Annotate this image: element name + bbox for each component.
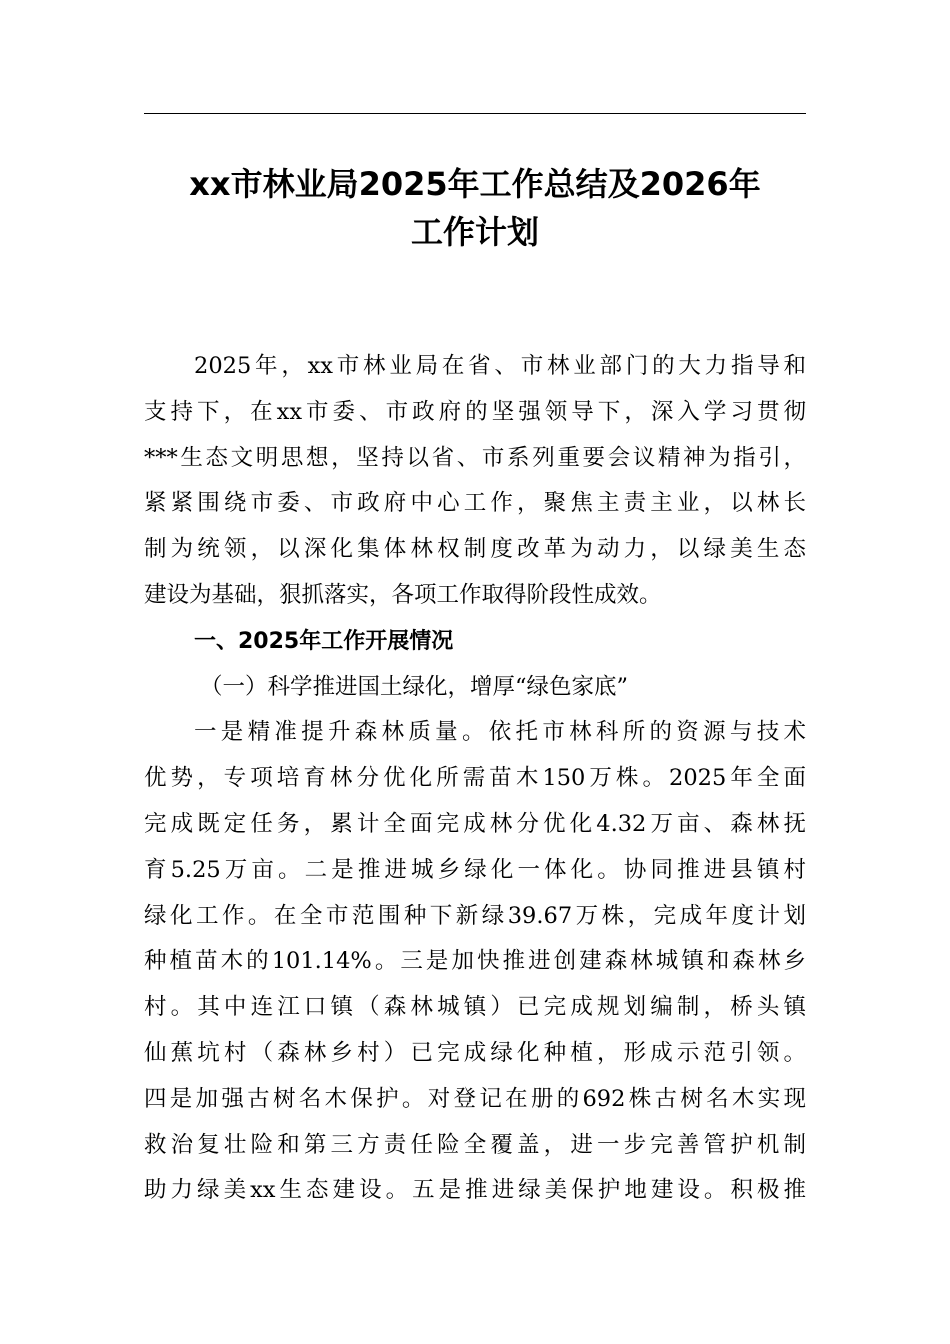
intro-line-1: 2025年，xx市林业局在省、市林业部门的大力指导和 [194, 353, 806, 379]
intro-line-3: ***生态文明思想，坚持以省、市系列重要会议精神为指引， [144, 444, 806, 471]
body-line-9: 四是加强古树名木保护。对登记在册的692株古树名木实现 [144, 1085, 806, 1112]
header-rule [144, 113, 806, 114]
intro-line-4: 紧紧围绕市委、市政府中心工作，聚焦主责主业，以林长 [144, 490, 806, 517]
body-line-6: 种植苗木的101.14%。三是加快推进创建森林城镇和森林乡 [144, 948, 806, 975]
body-line-10: 救治复壮险和第三方责任险全覆盖，进一步完善管护机制 [144, 1131, 806, 1158]
subsection-heading: （一）科学推进国土绿化，增厚“绿色家底” [200, 673, 629, 700]
body-line-2: 优势，专项培育林分优化所需苗木150万株。2025年全面 [144, 765, 806, 792]
document-body [144, 344, 806, 1214]
body-line-1: 一是精准提升森林质量。依托市林科所的资源与技术 [194, 719, 806, 746]
intro-line-5: 制为统领，以深化集体林权制度改革为动力，以绿美生态 [144, 536, 806, 563]
body-line-3: 完成既定任务，累计全面完成林分优化4.32万亩、森林抚 [144, 810, 806, 837]
body-line-11: 助力绿美xx生态建设。五是推进绿美保护地建设。积极推 [144, 1177, 806, 1204]
title-line-2: 工作计划 [410, 213, 539, 251]
body-line-7: 村。其中连江口镇（森林城镇）已完成规划编制，桥头镇 [144, 994, 806, 1021]
document-title [144, 160, 806, 256]
intro-line-2: 支持下，在xx市委、市政府的坚强领导下，深入学习贯彻 [144, 398, 806, 425]
title-line-1: xx市林业局2025年工作总结及2026年 [189, 165, 761, 203]
body-line-5: 绿化工作。在全市范围种下新绿39.67万株，完成年度计划 [144, 902, 806, 929]
body-line-4: 育5.25万亩。二是推进城乡绿化一体化。协同推进县镇村 [144, 856, 806, 883]
body-line-8: 仙蕉坑村（森林乡村）已完成绿化种植，形成示范引领。 [144, 1039, 806, 1066]
intro-line-6: 建设为基础，狠抓落实，各项工作取得阶段性成效。 [144, 581, 662, 608]
section-heading: 一、2025年工作开展情况 [194, 628, 454, 654]
